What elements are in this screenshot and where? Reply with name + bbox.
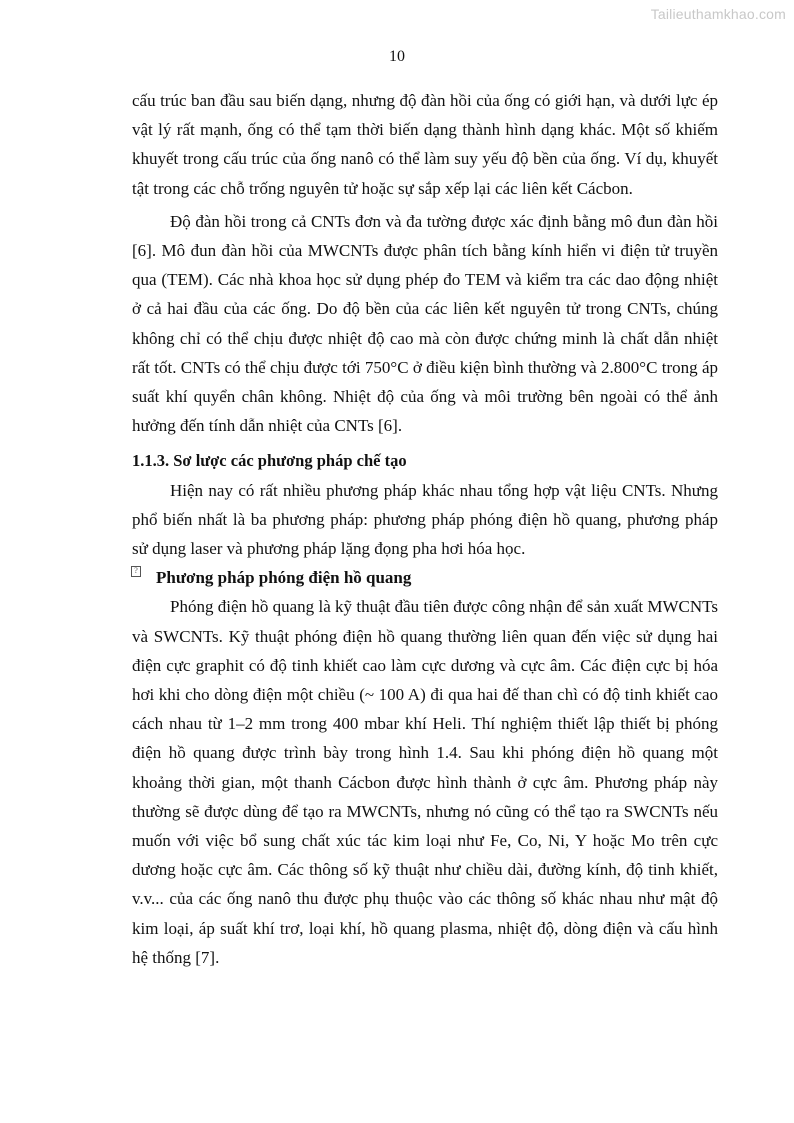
document-body (132, 86, 718, 972)
paragraph-methods-overview: Hiện nay có rất nhiều phương pháp khác nhau tổng hợp vật liệu CNTs. Nhưng phổ biến nhất là ba phương pháp: phương pháp phóng điện hồ quang, phương pháp sử dụng laser và phương pháp lặng đọng pha hơi hóa học. (132, 480, 718, 559)
section-heading: 1.1.3. Sơ lược các phương pháp chế tạo (132, 451, 407, 471)
page-number: 10 (389, 48, 405, 65)
paragraph-arc-discharge: Phóng điện hồ quang là kỹ thuật đầu tiên được công nhận để sản xuất MWCNTs và SWCNTs. Kỹ thuật phóng điện hồ quang thường liên quan đến việc sử dụng hai điện cực graphit có độ tinh khiết cao làm cực dương và cực âm. Các điện cực bị hóa hơi khi cho dòng điện một chiều (~ 100 A) đi qua hai đế than chì có độ tinh khiết cao cách nhau từ 1–2 mm trong 400 mbar khí Heli. Thí nghiệm thiết lập thiết bị phóng điện hồ quang được trình bày trong hình 1.4. Sau khi phóng điện hồ quang một khoảng thời gian, một thanh Cácbon được hình thành ở cực âm. Phương pháp này thường sẽ được dùng để tạo ra MWCNTs, nhưng nó cũng có thể tạo ra SWCNTs nếu muốn với việc bổ sung chất xúc tác kim loại như Fe, Co, Ni, Y hoặc Mo trên cực dương hoặc cực âm. Các thông số kỹ thuật như chiều dài, đường kính, độ tinh khiết, v.v... của các ống nanô thu được phụ thuộc vào các thông số khác nhau như mật độ kim loại, áp suất khí trơ, loại khí, hồ quang plasma, nhiệt độ, dòng điện và cấu hình hệ thống [7]. (132, 597, 718, 967)
paragraph-elastic-modulus: Độ đàn hồi trong cả CNTs đơn và đa tường được xác định bằng mô đun đàn hồi [6]. Mô đun đàn hồi của MWCNTs được phân tích bằng kính hiển vi điện tử truyền qua (TEM). Các nhà khoa học sử dụng phép đo TEM và kiểm tra các dao động nhiệt ở cả hai đầu của các ống. Do độ bền của các liên kết nguyên tử trong CNTs, chúng không chỉ có thể chịu được nhiệt độ cao mà còn được chứng minh là chất dẫn nhiệt rất tốt. CNTs có thể chịu được tới 750°C ở điều kiện bình thường và 2.800°C trong áp suất khí quyển chân không. Nhiệt độ của ống và môi trường bên ngoài có thể ảnh hưởng đến tính dẫn nhiệt của CNTs [6]. (132, 211, 718, 436)
comment-marker-icon: ? (131, 566, 141, 577)
subsection-heading: Phương pháp phóng điện hồ quang (156, 568, 412, 588)
watermark: Tailieuthamkhao.com (650, 6, 786, 22)
paragraph-elasticity-intro: cấu trúc ban đầu sau biến dạng, nhưng độ đàn hồi của ống có giới hạn, và dưới lực ép vật lý rất mạnh, ống có thể tạm thời biến dạng thành hình dạng khác. Một số khiếm khuyết trong cấu trúc của ống nanô có thể làm suy yếu độ bền của ống. Ví dụ, khuyết tật trong các chỗ trống nguyên tử hoặc sự sắp xếp lại các liên kết Cácbon. (132, 91, 718, 198)
